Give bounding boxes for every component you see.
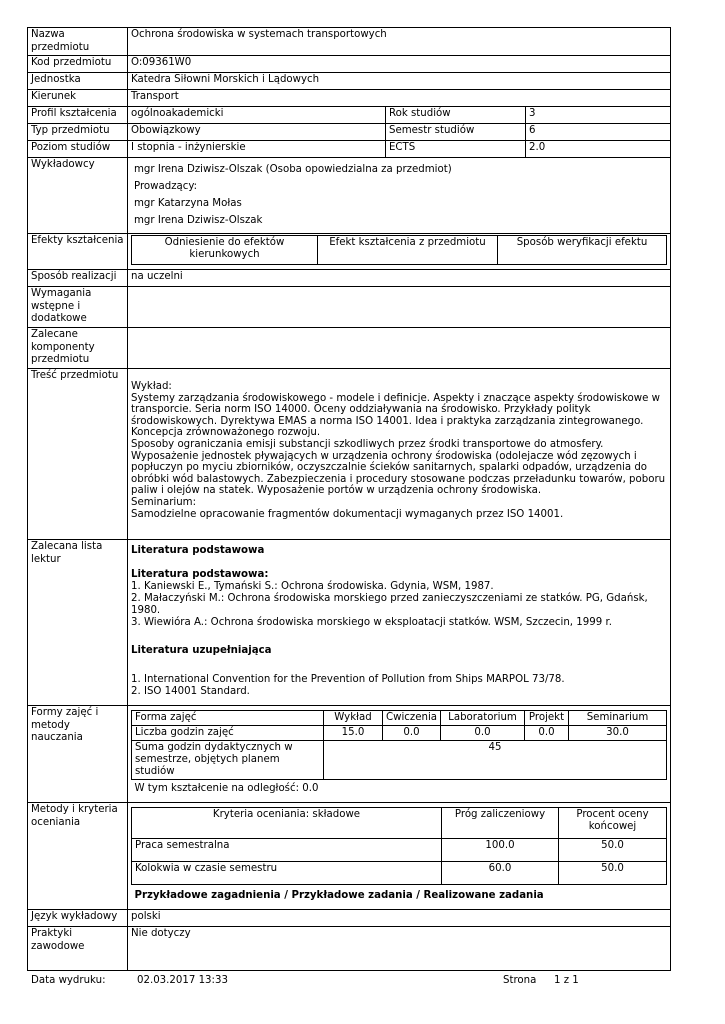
assessment-col-criteria: Kryteria oceniania: składowe	[132, 808, 442, 839]
literature-basic-heading: Literatura podstawowa	[131, 545, 265, 556]
assessment-label: Metody i kryteria oceniania	[28, 803, 128, 910]
mode-label: Sposób realizacji	[28, 270, 128, 287]
unit-label: Jednostka	[28, 73, 128, 90]
hours-seminar: 30.0	[569, 726, 667, 741]
literature-item: 1. International Convention for the Prevention of Pollution from Ships MARPOL 73/78.	[131, 674, 565, 685]
ects-value: 2.0	[526, 141, 671, 158]
outcomes-col-effect: Efekt kształcenia z przedmiotu	[318, 236, 498, 265]
assessment-row-name: Praca semestralna	[132, 839, 442, 862]
profile-label: Profil kształcenia	[28, 107, 128, 124]
recommended-label: Zalecane komponenty przedmiotu	[28, 328, 128, 369]
course-name-label: Nazwa przedmiotu	[28, 28, 128, 56]
hours-lecture: 15.0	[324, 726, 383, 741]
prereq-value	[128, 287, 671, 328]
lecturers-label: Wykładowcy	[28, 158, 128, 234]
sum-label: Suma godzin dydaktycznych w semestrze, objętych planem studiów	[132, 741, 324, 780]
type-value: Obowiązkowy	[128, 124, 386, 141]
content-paragraph: Sposoby ograniczania emisji substancji szkodliwych przez środki transportowe do atmosfery. Wyposażenie jednostek pływających w urządzenia ochrony środowiska (odolejacze wód zęzowych i popłuczyn po myciu zbiorników, oczyszczalnie ścieków sanitarnych, spalarki odpadów, urządzenia do obróbki wód balastowych. Zabezpieczenia i procedury stosowane podczas przeładunku towarów, poboru paliw i olejów na statek. Wyposażenie portów w urządzenia ochrony środowiska.	[131, 438, 666, 497]
forms-cell	[128, 706, 671, 803]
forms-col-lecture: Wykład	[324, 711, 383, 726]
hours-lab: 0.0	[441, 726, 525, 741]
forms-col-lab: Laboratorium	[441, 711, 525, 726]
year-value: 3	[526, 107, 671, 124]
literature-label: Zalecana lista lektur	[28, 540, 128, 706]
assessment-col-percent: Procent oceny końcowej	[559, 808, 667, 839]
outcomes-col-verification: Sposób weryfikacji efektu	[498, 236, 667, 265]
hours-project: 0.0	[525, 726, 569, 741]
assessment-row-percent: 50.0	[559, 862, 667, 885]
level-label: Poziom studiów	[28, 141, 128, 158]
course-code-value: O:09361W0	[128, 56, 671, 73]
assessment-cell	[128, 803, 671, 910]
content-paragraph: Systemy zarządzania środowiskowego - modele i definicje. Aspekty i znaczące aspekty środowiskowe w transporcie. Seria norm ISO 14000. Oceny oddziaływania na środowisko. Przykłady polityk środowiskowych. Dyrektywa EMAS a norma ISO 14001. Idea i praktyka zarządzania zintegrowanego. Koncepcja zrównoważonego rozwoju.	[131, 392, 660, 439]
literature-supp-heading: Literatura uzupełniająca	[131, 645, 272, 656]
page-label: Strona	[503, 975, 537, 986]
semester-value: 6	[526, 124, 671, 141]
outcomes-cell	[128, 234, 671, 270]
forms-col-exercises: Ćwiczenia	[383, 711, 441, 726]
instructor-name: mgr Irena Dziwisz-Olszak	[134, 215, 263, 226]
print-date-label: Data wydruku:	[31, 975, 106, 986]
forms-label: Formy zajęć i metody nauczania	[28, 706, 128, 803]
assessment-col-threshold: Próg zaliczeniowy	[442, 808, 559, 839]
literature-cell	[128, 540, 671, 706]
ects-label: ECTS	[386, 141, 526, 158]
language-value: polski	[128, 910, 671, 927]
instructor-name: mgr Katarzyna Mołas	[134, 198, 242, 209]
assessment-row-threshold: 100.0	[442, 839, 559, 862]
level-value: I stopnia - inżynierskie	[128, 141, 386, 158]
literature-item: 2. Małaczyński M.: Ochrona środowiska morskiego przed zanieczyszczeniami ze statków. PG, Gdańsk, 1980.	[131, 593, 648, 616]
practice-value: Nie dotyczy	[128, 927, 671, 971]
lecturer-responsible: mgr Irena Dziwisz-Olszak (Osoba opowiedzialna za przedmiot)	[134, 164, 452, 175]
type-label: Typ przedmiotu	[28, 124, 128, 141]
semester-label: Semestr studiów	[386, 124, 526, 141]
literature-basic-subheading: Literatura podstawowa:	[131, 569, 269, 580]
forms-col-project: Projekt	[525, 711, 569, 726]
major-label: Kierunek	[28, 90, 128, 107]
hours-label: Liczba godzin zajęć	[132, 726, 324, 741]
profile-value: ogólnoakademicki	[128, 107, 386, 124]
forms-col-seminar: Seminarium	[569, 711, 667, 726]
sum-value: 45	[324, 741, 667, 780]
content-cell	[128, 369, 671, 540]
mode-value: na uczelni	[128, 270, 671, 287]
page-number: 1 z 1	[554, 975, 579, 986]
literature-item: 3. Wiewióra A.: Ochrona środowiska morskiego w eksploatacji statków. WSM, Szczecin, 1999 r.	[131, 617, 612, 628]
content-lecture-heading: Wykład:	[131, 381, 172, 392]
literature-item: 1. Kaniewski E., Tymański S.: Ochrona środowiska. Gdynia, WSM, 1987.	[131, 581, 494, 592]
forms-col-form: Forma zajęć	[132, 711, 324, 726]
outcomes-header-table	[131, 235, 667, 265]
instructors-heading: Prowadzący:	[134, 181, 198, 192]
unit-value: Katedra Siłowni Morskich i Lądowych	[128, 73, 671, 90]
prereq-label: Wymagania wstępne i dodatkowe	[28, 287, 128, 328]
assessment-row-name: Kolokwia w czasie semestru	[132, 862, 442, 885]
course-name-value: Ochrona środowiska w systemach transportowych	[128, 28, 671, 56]
content-paragraph: Samodzielne opracowanie fragmentów dokumentacji wymaganych przez ISO 14001.	[131, 508, 564, 520]
literature-item: 2. ISO 14001 Standard.	[131, 686, 250, 697]
page-footer	[31, 975, 631, 989]
major-value: Transport	[128, 90, 671, 107]
language-label: Język wykładowy	[28, 910, 128, 927]
assessment-row-percent: 50.0	[559, 839, 667, 862]
outcomes-col-reference: Odniesienie do efektów kierunkowych	[132, 236, 318, 265]
assessment-table	[131, 807, 667, 903]
print-date-value: 02.03.2017 13:33	[137, 975, 228, 986]
assessment-examples-heading: Przykładowe zagadnienia / Przykładowe zadania / Realizowane zadania	[134, 890, 544, 901]
lecturers-cell	[128, 158, 671, 234]
hours-exercises: 0.0	[383, 726, 441, 741]
practice-label: Praktyki zawodowe	[28, 927, 128, 971]
course-code-label: Kod przedmiotu	[28, 56, 128, 73]
content-label: Treść przedmiotu	[28, 369, 128, 540]
content-seminar-heading: Seminarium:	[131, 496, 197, 508]
recommended-value	[128, 328, 671, 369]
forms-table	[131, 710, 667, 796]
year-label: Rok studiów	[386, 107, 526, 124]
outcomes-label: Efekty kształcenia	[28, 234, 128, 270]
remote-learning: W tym kształcenie na odległość: 0.0	[134, 783, 319, 794]
assessment-row-threshold: 60.0	[442, 862, 559, 885]
course-syllabus-table	[27, 27, 671, 971]
